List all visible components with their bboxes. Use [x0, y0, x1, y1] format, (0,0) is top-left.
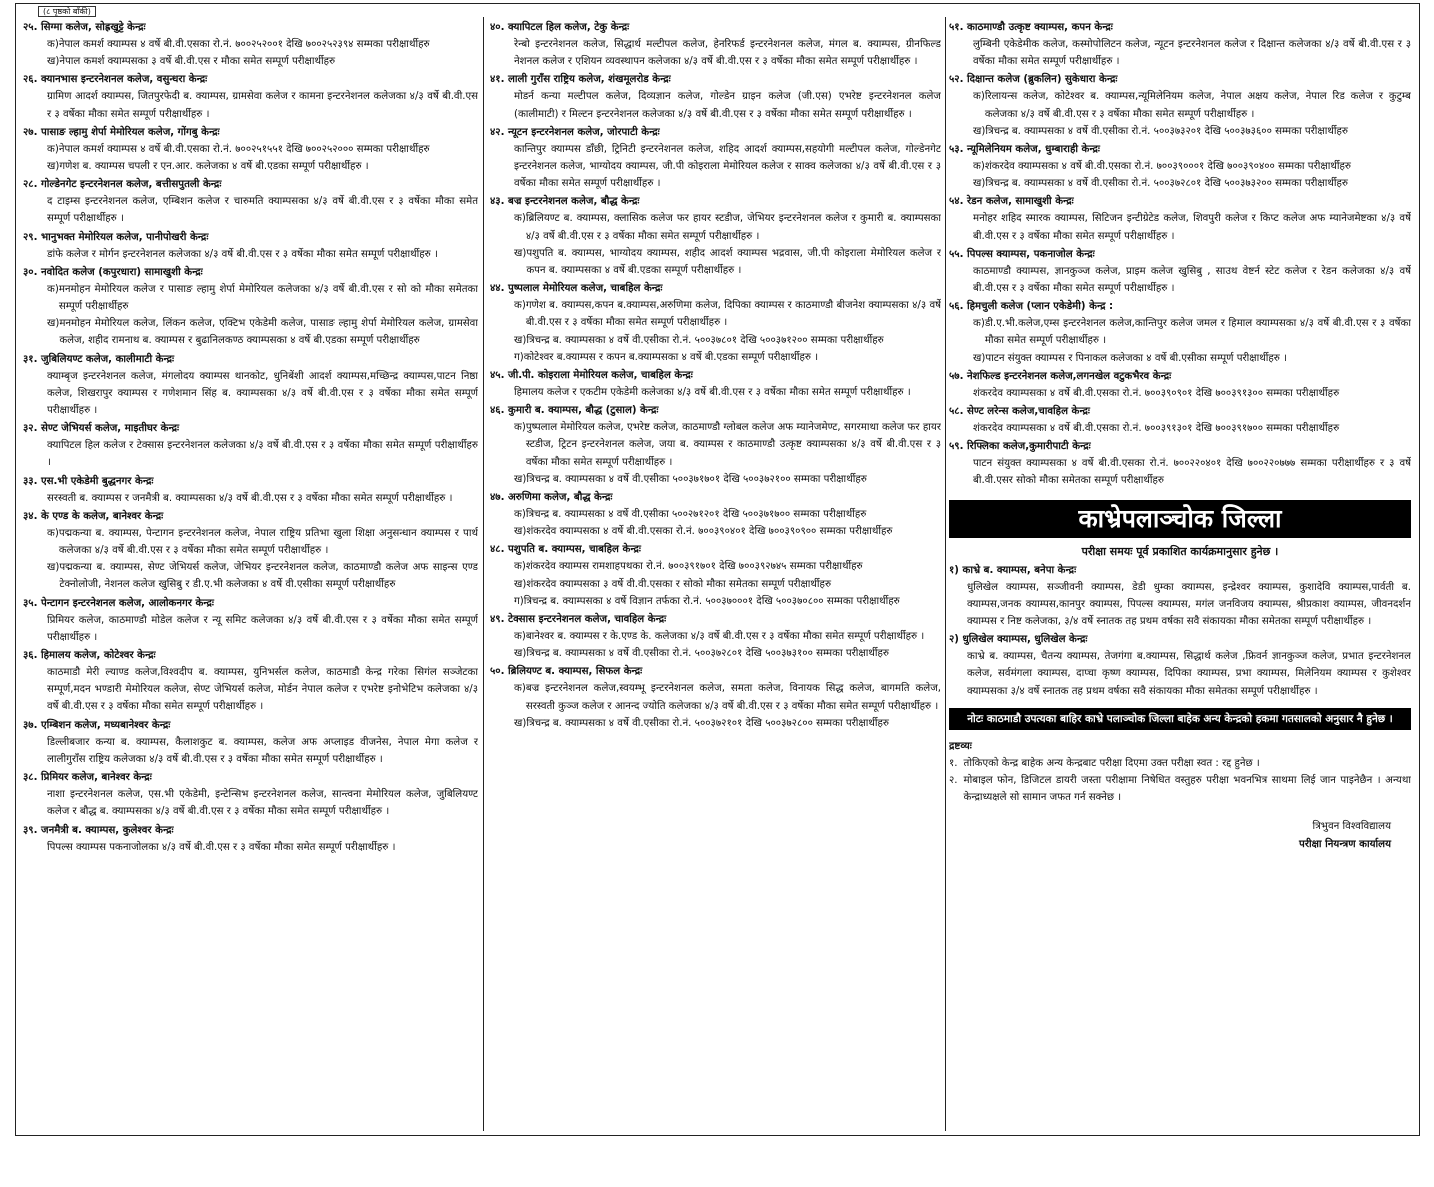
center-heading: ४९. टेक्सास इन्टरनेशनल कलेज, चावहिल केन्द्रः — [490, 614, 667, 626]
sub-item-label: ख) — [47, 161, 60, 173]
sub-item-text: त्रिचन्द्र ब. क्याम्पसका ४ वर्षे विज्ञान तर्फका रो.नं. ५००३७०००१ देखि ५००३७०८०० सम्मका परीक्षार्थीहरु — [523, 595, 900, 607]
center-section — [23, 769, 478, 820]
center-sub-item — [490, 628, 941, 645]
center-body: काठमाण्डौ क्याम्पस, ज्ञानकुञ्ज कलेज, प्राइम कलेज खुसिबु , साउथ वेष्टर्न स्टेट कलेज र रेडन कलेजका ४/३ वर्षे बी.वी.एस र ३ वर्षेका मौका समेत सम्पूर्ण परीक्षार्थीहरु । — [973, 265, 1411, 295]
sub-item-label: क) — [973, 318, 985, 330]
center-section — [23, 822, 478, 856]
sub-item-text: त्रिचन्द्र ब. क्याम्पसका ४ वर्षे वी.एसीका रो.नं. ५००३७२१०१ देखि ५००३७२८०० सम्मका परीक्षार्थीहरु — [526, 717, 890, 729]
note-box: नोटः काठमाडौ उपत्यका बाहिर काभ्रे पलाञ्चोक जिल्ला बाहेक अन्य केन्द्रको हकमा गतसालको अनुसार नै हुनेछ । — [949, 708, 1411, 730]
center-heading: ५७. नेशफिल्ड इन्टरनेशनल कलेज,लगनखेल वटुकभैरव केन्द्रः — [949, 370, 1172, 382]
center-section — [23, 420, 478, 471]
signature-university: त्रिभुवन विश्वविद्यालय — [1312, 821, 1391, 833]
notice-frame — [15, 3, 1420, 1136]
center-sub-item — [490, 210, 941, 244]
center-sub-item — [490, 506, 941, 523]
center-body: काठमाडौ मेरी ल्याण्ड कलेज,विश्वदीप ब. क्याम्पस, युनिभर्सल कलेज, काठमाडौ केन्द्र गरेका सिगंल सञ्जेटका सम्पूर्ण,मदन भण्डारी मेमोरियल कलेज, सेण्ट जेभियर्स कलेज, मोर्डन नेपाल कलेज र एभरेष्ट इनोभेटिभ कलेजका ४/३ वर्षे बी.वी.एस र ३ वर्षेका मौका समेत सम्पूर्ण परीक्षार्थीहरु । — [47, 667, 478, 713]
center-section — [23, 124, 478, 175]
guideline-text: मोबाइल फोन, डिजिटल डायरी जस्ता परीक्षामा निषेधित वस्तुहरु परीक्षा भवनभित्र साथमा लिई जान पाइनेछैन । अन्यथा केन्द्राध्यक्षले सो सामान जफत गर्न सक्नेछ । — [963, 775, 1411, 804]
exam-time-notice: परीक्षा समयः पूर्व प्रकाशित कार्यक्रमानुसार हुनेछ । — [1081, 544, 1279, 558]
sub-item-label: ग) — [514, 595, 524, 607]
center-section — [949, 193, 1411, 244]
center-heading: ५६. हिमचुली कलेज (प्लान एकेडेमी) केन्द्र : — [949, 301, 1114, 313]
center-heading: ५४. रेडन कलेज, सामाखुशी केन्द्रः — [949, 196, 1074, 208]
sub-item-label: ख) — [47, 56, 60, 68]
center-section — [949, 438, 1411, 489]
center-section — [23, 229, 478, 263]
center-sub-item — [23, 281, 478, 315]
sub-item-label: ख) — [514, 526, 527, 538]
center-sub-item — [949, 350, 1411, 367]
center-body: शंकरदेव क्याम्पसका ४ वर्षे बी.वी.एसका रो.नं. ७००३९१३०१ देखि ७००३९१७०० सम्मका परीक्षार्थीहरु — [973, 423, 1340, 435]
center-heading: ५२. दिक्षान्त कलेज (ब्रुकलिन) सुकेधारा केन्द्रः — [949, 74, 1118, 86]
center-heading: २९. भानुभक्त मेमोरियल कलेज, पानीपोखरी केन्द्रः — [23, 231, 209, 243]
center-section — [490, 663, 941, 732]
center-sub-item — [949, 175, 1411, 192]
guideline-item — [949, 772, 1411, 806]
center-section — [490, 367, 941, 401]
center-sub-item — [23, 53, 478, 70]
center-heading: ३६. हिमालय कलेज, कोटेश्वर केन्द्रः — [23, 650, 156, 662]
center-sub-item — [949, 315, 1411, 349]
center-section — [490, 124, 941, 193]
center-heading: ५०. ब्रिलियण्ट ब. क्याम्पस, सिफल केन्द्रः — [490, 666, 643, 678]
sub-item-label: क) — [514, 422, 526, 434]
center-sub-item — [490, 471, 941, 488]
center-section — [23, 717, 478, 768]
center-body: क्याम्बृज इन्टरनेशनल कलेज, मंगलोदय क्याम्पस थानकोट, धुनिबेंशी आदर्श क्याम्पस,मच्छिन्द्र क्याम्पस,पाटन निष्ठा कलेज, शिखरापुर क्याम्पस र गणेशमान सिंह ब. क्याम्पसका ४/३ वर्षे बी.वी.एस र ३ वर्षेका मौका समेत सम्पूर्ण परीक्षार्थीहरु । — [47, 370, 478, 417]
sub-item-text: मनमोहन मेमोरियल कलेज र पासाङ ल्हामु शेर्पा मेमोरियल कलेजका ४/३ वर्षे बी.वी.एस र सो को मौका समेतका सम्पूर्ण परीक्षार्थीहरु — [58, 283, 478, 313]
center-section — [949, 19, 1411, 70]
center-heading: ३०. नवोदित कलेज (कपुरधारा) सामाखुशी केन्द्रः — [23, 266, 203, 278]
center-section — [23, 19, 478, 70]
sub-item-label: क) — [514, 561, 526, 573]
sub-item-text: नेपाल कमर्श क्याम्पस ४ वर्षे बी.वी.एसका रो.नं. ७००२५१५५१ देखि ७००२५२००० सम्मका परीक्षार्थीहरु — [58, 143, 430, 155]
sub-item-label: क) — [47, 283, 59, 295]
sub-item-text: पशुपति ब. क्याम्पस, भाग्योदय क्याम्पस, शहीद आदर्श क्याम्पस भद्रवास, जी.पी कोइराला मेमोरियल कलेज र कपन ब. क्याम्पसका ४ वर्षे बी.एडका सम्पूर्ण परीक्षार्थीहरु । — [526, 247, 941, 277]
center-heading: ४६. कुमारी ब. क्याम्पस, बौद्ध (टुसाल) केन्द्रः — [490, 405, 659, 417]
center-heading: १) काभ्रे ब. क्याम्पस, बनेपा केन्द्रः — [949, 564, 1077, 576]
center-section — [23, 473, 478, 507]
center-sub-item — [490, 680, 941, 714]
center-heading: ४४. पुष्पलाल मेमोरियल कलेज, चाबहिल केन्द्रः — [490, 283, 663, 295]
sub-item-label: ख) — [973, 178, 986, 190]
sub-item-text: शंकरदेव क्याम्पसका ३ वर्षे वी.वी.एसका र सोको मौका समेतका सम्पूर्ण परीक्षार्थीहरु — [526, 578, 832, 590]
center-heading: २८. गोल्डेनगेट इन्टरनेशनल कलेज, बत्तीसपुतली केन्द्रः — [23, 179, 222, 191]
center-heading: ४२. न्यूटन इन्टरनेशनल कलेज, जोरपाटी केन्द्रः — [490, 126, 660, 138]
center-section — [490, 402, 941, 488]
center-heading: ५३. न्यूमिलेनियम कलेज, धुम्बाराही केन्द्रः — [949, 144, 1100, 156]
sub-item-text: पद्मकन्या ब. क्याम्पस, पेन्टागन इन्टरनेशनल कलेज, नेपाल राष्ट्रिय प्रतिभा खुला शिक्षा अनुसन्धान क्याम्पस र पार्थ कलेजका ४/३ वर्षे बी.वी.एस र ३ वर्षेका मौका समेत सम्पूर्ण परीक्षार्थीहरु । — [58, 527, 478, 557]
center-section — [490, 280, 941, 366]
signature-block — [949, 818, 1411, 854]
center-heading: २५. सिग्मा कलेज, सोह्रखुट्टे केन्द्रः — [23, 22, 146, 33]
sub-item-text: डी.ए.भी.कलेज,एम्स इन्टरनेशनल कलेज,कान्तिपुर कलेज जमल र हिमाल क्याम्पसका ४/३ वर्षे बी.वी.एस र ३ वर्षेका मौका समेत सम्पूर्ण परीक्षार्थीहरु । — [984, 318, 1411, 347]
center-heading: ४८. पशुपति ब. क्याम्पस, चाबहिल केन्द्रः — [490, 544, 641, 556]
center-sub-item — [949, 88, 1411, 122]
center-sub-item — [23, 36, 478, 53]
center-body: मोडर्न कन्या मल्टीपल कलेज, दिव्यज्ञान कलेज, गोल्डेन ग्राइन कलेज (जी.एस) एभरेष्ट इन्टरनेशनल कलेज (कालीमाटी) र मिल्टन इन्टरनेशनल कलेजका ४/३ वर्षे बी.वी.एस र ३ वर्षेका मौका समेत सम्पूर्ण परीक्षार्थीहरु । — [514, 91, 941, 120]
center-heading: २) धुलिखेल क्याम्पस, धुलिखेल केन्द्रः — [949, 634, 1088, 646]
column-2 — [490, 19, 941, 1131]
center-body: काभ्रे ब. क्याम्पस, चैतन्य क्याम्पस, तेजगंगा ब.क्याम्पस, सिद्धार्थ कलेज ,फ्रिवर्न ज्ञानकुञ्ज कलेज, प्रभात इन्टरनेशनल कलेज, सर्वमंगला क्याम्पस, दाप्चा कृष्ण क्याम्पस, दिपिका क्याम्पस, प्रभा क्याम्पस, मिलेनियम क्याम्पस र कुशेश्वर क्याम्पसका ३/४ वर्षे स्नातक तह प्रथम वर्षका सवै संकायका मौका समेतका सम्पूर्ण परीक्षार्थीहरु । — [967, 651, 1411, 697]
center-sub-item — [490, 349, 941, 366]
district-banner: काभ्रेपलाञ्चोक जिल्ला — [949, 500, 1411, 538]
sub-item-text: त्रिचन्द्र ब. क्याम्पसका ४ वर्षे वी.एसीका रो.नं. ५००३७३२०१ देखि ५००३७३६०० सम्मका परीक्षार्थीहरु — [985, 125, 1349, 137]
sub-item-label: ख) — [973, 352, 986, 364]
sub-item-label: क) — [973, 91, 985, 103]
center-sub-item — [23, 315, 478, 349]
center-heading: ५१. काठमाण्डौ उत्कृष्ट क्याम्पस, कपन केन्द्रः — [949, 22, 1113, 33]
center-sub-item — [949, 158, 1411, 175]
center-section — [949, 298, 1411, 367]
center-section — [490, 19, 941, 70]
center-sub-item — [490, 576, 941, 593]
sub-item-label: क) — [973, 161, 985, 173]
center-sub-item — [490, 297, 941, 331]
center-sub-item — [23, 559, 478, 593]
sub-item-label: क) — [514, 213, 526, 225]
center-section — [490, 71, 941, 122]
column-divider — [483, 17, 484, 1131]
center-body: मनोहर शहिद स्मारक क्याम्पस, सिटिजन इन्टीग्रेटेड कलेज, शिवपुरी कलेज र किप्ट कलेज अफ म्यानेजमेष्टका ४/३ वर्षे बी.वी.एस र ३ वर्षेका मौका समेत सम्पूर्ण परीक्षार्थीहरु । — [973, 213, 1411, 242]
center-heading: ३१. जुबिलियण्ट कलेज, कालीमाटी केन्द्रः — [23, 353, 175, 365]
center-heading: ३३. एस.भी एकेडेमी बुद्धनगर केन्द्रः — [23, 475, 154, 487]
sub-item-text: रिलायन्स कलेज, कोटेश्वर ब. क्याम्पस,न्यूमिलेनियम कलेज, नेपाल अक्षय कलेज, नेपाल रिड कलेज र कुटुम्ब कलेजका ४/३ वर्षे बी.वी.एस र ३ वर्षेका मौका समेत सम्पूर्ण परीक्षार्थीहरु । — [984, 91, 1411, 120]
column-1 — [23, 19, 478, 1131]
center-heading: ५८. सेण्ट लरेन्स कलेज,चावहिल केन्द्रः — [949, 406, 1090, 418]
sub-item-label: क) — [47, 527, 59, 539]
center-section — [23, 508, 478, 594]
center-section — [490, 489, 941, 540]
center-section — [949, 246, 1411, 297]
center-heading: ५९. रिफ्लिका कलेज,कुमारीपाटी केन्द्रः — [949, 441, 1091, 453]
sub-item-text: त्रिचन्द्र ब. क्याम्पसका ४ वर्षे वी.एसीका ५००२७१२०१ देखि ५००३७१७०० सम्मका परीक्षार्थीहरु — [525, 509, 867, 521]
center-sub-item — [23, 158, 478, 175]
center-section — [23, 351, 478, 420]
center-sub-item — [490, 645, 941, 662]
center-heading: ३२. सेण्ट जेभियर्स कलेज, माइतीघर केन्द्रः — [23, 423, 180, 435]
center-heading: ४०. क्यापिटल हिल कलेज, टेकु केन्द्रः — [490, 22, 630, 33]
column-divider — [945, 17, 946, 1131]
signature-office: परीक्षा नियन्त्रण कार्यालय — [1299, 839, 1391, 851]
sub-item-label: ख) — [514, 334, 527, 346]
sub-item-text: कोटेश्वर ब.क्याम्पस र कपन ब.क्याम्पसका ४ वर्षे बी.एडका सम्पूर्ण परीक्षार्थीहरु । — [523, 351, 819, 363]
center-body: पिपल्स क्याम्पस पकनाजोलका ४/३ वर्षे बी.वी.एस र ३ वर्षेका मौका समेत सम्पूर्ण परीक्षार्थीहरु । — [47, 841, 396, 853]
sub-item-label: ख) — [47, 562, 60, 574]
center-section — [23, 264, 478, 350]
sub-item-label: ख) — [47, 318, 60, 330]
center-section — [949, 403, 1411, 437]
center-sub-item — [490, 245, 941, 279]
sub-item-text: शंकरदेव क्याम्पस रामशाहपथका रो.नं. ७००३९१७०१ देखि ७००३९२७४५ सम्मका परीक्षार्थीहरु — [525, 561, 863, 573]
center-body: कान्तिपुर क्याम्पस डाँछी, ट्रिनिटी इन्टरनेशनल कलेज, शहिद आदर्श क्याम्पस,सहयोगी मल्टीपल कलेज, गोल्डेनगेट इन्टरनेशनल कलेज, भाग्योदय क्याम्पस, जी.पी कोइराला मेमोरियल कलेज र साक्व कलेजका ४/३ वर्षे बी.वी.एस र ३ वर्षेका मौका समेत सम्पूर्ण परीक्षार्थीहरु । — [514, 143, 941, 190]
sub-item-text: त्रिचन्द्र ब. क्याम्पसका ४ वर्षे वी.एसीका रो.नं. ५००३७८०१ देखि ५००३७१२०० सम्मका परीक्षार्थीहरु — [526, 334, 884, 346]
guideline-number: २. — [949, 775, 958, 787]
center-section — [23, 595, 478, 646]
center-sub-item — [490, 558, 941, 575]
column-3-centers — [949, 19, 1411, 490]
sub-item-text: शंकरदेव क्याम्पसका ४ वर्षे बी.वी.एसका रो.नं. ७००३९०००१ देखि ७००३९०४०० सम्मका परीक्षार्थीहरु — [984, 161, 1351, 173]
sub-item-text: मनमोहन मेमोरियल कलेज, लिंकन कलेज, एक्टिभ एकेडेमी कलेज, पासाङ ल्हामु शेर्पा मेमोरियल कलेज, ग्रामसेवा कलेज, शहीद रामनाथ ब. क्याम्पस र बुढानिलकण्ठ क्याम्पसका ४ वर्षे बी.एडका सम्पूर्ण परीक्षार्थीहरु — [59, 318, 478, 347]
sub-item-text: त्रिचन्द्र ब. क्याम्पसका ४ वर्षे वी.एसीका ५००३७१७०१ देखि ५००३७२१०० सम्मका परीक्षार्थीहरु — [526, 473, 867, 485]
center-body: प्रिमियर कलेज, काठमाण्डौ मोडेल कलेज र न्यू समिट कलेजका ४/३ वर्षे बी.वी.एस र ३ वर्षेका मौका समेत सम्पूर्ण परीक्षार्थीहरु । — [47, 614, 478, 643]
sub-item-text: गणेश ब. क्याम्पस चपली र एन.आर. कलेजका ४ वर्षे बी.एडका सम्पूर्ण परीक्षार्थीहरु । — [59, 161, 369, 173]
guideline-text: तोकिएको केन्द्र बाहेक अन्य केन्द्रबाट परीक्षा दिएमा उक्त परीक्षा स्वत : रद्द हुनेछ । — [963, 757, 1260, 769]
center-body: लुम्बिनी एकेडेमीक कलेज, कस्मोपोलिटन कलेज, न्यूटन इन्टरनेशनल कलेज र दिक्षान्त कलेजका ४/३ वर्षे बी.वी.एस र ३ वर्षेका मौका समेत सम्पूर्ण परीक्षार्थीहरु । — [973, 39, 1411, 68]
sub-item-label: ख) — [514, 648, 527, 660]
center-section — [949, 562, 1411, 631]
center-sub-item — [23, 141, 478, 158]
center-body: डांफे कलेज र मोर्गन इन्टरनेशनल कलेजका ४/३ वर्षे बी.वी.एस र ३ वर्षेका मौका समेत सम्पूर्ण परीक्षार्थीहरु । — [47, 248, 438, 260]
sub-item-text: नेपाल कमर्श क्याम्पस ४ वर्षे बी.वी.एसका रो.नं. ७००२५२००१ देखि ७००२५२३९४ सम्मका परीक्षार्थीहरु — [58, 39, 430, 50]
center-body: क्यापिटल हिल कलेज र टेक्सास इन्टरनेशनल कलेजका ४/३ वर्षे बी.वी.एस र ३ वर्षेका मौका समेत सम्पूर्ण परीक्षार्थीहरु । — [47, 440, 478, 469]
sub-item-label: ग) — [514, 351, 524, 363]
center-sub-item — [490, 715, 941, 732]
center-heading: २६. क्यानभास इन्टरनेशनल कलेज, वसुन्धरा केन्द्रः — [23, 74, 208, 86]
center-body: डिल्लीबजार कन्या ब. क्याम्पस, कैलाशकुट ब. क्याम्पस, कलेज अफ अप्लाइड वीजनेस, नेपाल मेगा कलेज र लालीगुराँस राष्ट्रिय कलेजका ४/३ वर्षे बी.वी.एस र ३ वर्षेका मौका समेत सम्पूर्ण परीक्षार्थीहरु । — [47, 736, 478, 765]
sub-item-text: शंकरदेव क्याम्पसका ४ वर्षे बी.वी.एसका रो.नं. ७००३९०४०१ देखि ७००३९०९०० सम्मका परीक्षार्थीहरु — [526, 526, 893, 538]
center-section — [949, 141, 1411, 192]
center-body: रेन्बो इन्टरनेशनल कलेज, सिद्धार्थ मल्टीपल कलेज, हेनरिफर्ड इन्टरनेशनल कलेज, मंगल ब. क्याम्पस, ग्रीनफिल्ड नेशनल कलेज र एशियन व्यवस्थापन कलेजका ४/३ वर्षे बी.वी.एस र ३ वर्षेका मौका समेत सम्पूर्ण परीक्षार्थीहरु । — [514, 39, 941, 68]
sub-item-label: क) — [514, 509, 526, 521]
center-section — [490, 541, 941, 610]
center-heading: ४३. बज्र इन्टरनेशनल कलेज, बौद्ध केन्द्रः — [490, 196, 640, 208]
center-section — [949, 71, 1411, 140]
center-section — [23, 647, 478, 716]
center-section — [23, 176, 478, 227]
sub-item-label: क) — [514, 631, 526, 643]
sub-item-label: ख) — [514, 578, 527, 590]
guideline-item — [949, 755, 1411, 772]
guidelines-title: द्रष्टव्यः — [949, 740, 972, 752]
sub-item-text: त्रिचन्द्र ब. क्याम्पसका ४ वर्षे वी.एसीका रो.नं. ५००३७२८०१ देखि ५००३७३१०० सम्मका परीक्षार्थीहरु — [526, 648, 890, 660]
center-section — [949, 631, 1411, 700]
center-body: द टाइम्स इन्टरनेशनल कलेज, एम्बिशन कलेज र चारुमति क्याम्पसका ४/३ वर्षे बी.वी.एस र ३ वर्षेका मौका समेत सम्पूर्ण परीक्षार्थीहरु । — [47, 196, 478, 225]
sub-item-text: पाटन संयुक्त क्याम्पस र पिनाकल कलेजका ४ वर्षे बी.एसीका सम्पूर्ण परीक्षार्थीहरु । — [985, 352, 1287, 364]
guideline-number: १. — [949, 757, 958, 769]
center-heading: ३७. एम्बिशन कलेज, मध्यबानेश्वर केन्द्रः — [23, 719, 171, 731]
sub-item-label: ख) — [514, 473, 527, 485]
guidelines — [949, 738, 1411, 807]
sub-item-label: क) — [47, 39, 59, 50]
page-continuation-tag: (८ पृष्ठको बाँकी) — [38, 6, 96, 17]
sub-item-label: क) — [514, 300, 526, 312]
center-section — [949, 368, 1411, 402]
center-heading: २७. पासाङ ल्हामु शेर्पा मेमोरियल कलेज, गोंगबु केन्द्रः — [23, 126, 220, 138]
sub-item-label: ख) — [973, 125, 986, 137]
center-section — [490, 193, 941, 279]
center-section — [490, 611, 941, 662]
sub-item-text: बानेश्वर ब. क्याम्पस र के.एण्ड के. कलेजका ४/३ वर्षे बी.वी.एस र ३ वर्षेका मौका समेत सम्पूर्ण परीक्षार्थीहरु । — [525, 631, 925, 643]
center-sub-item — [490, 332, 941, 349]
center-body: सरस्वती ब. क्याम्पस र जनमैत्री ब. क्याम्पसका ४/३ वर्षे बी.वी.एस र ३ वर्षेका मौका समेत सम्पूर्ण परीक्षार्थीहरु । — [47, 492, 453, 504]
center-heading: ४१. लाली गुराँस राष्ट्रिय कलेज, शंखमूलरोड केन्द्रः — [490, 74, 671, 86]
center-heading: ४७. अरुणिमा कलेज, बौद्ध केन्द्रः — [490, 492, 613, 504]
center-heading: ३९. जनमैत्री ब. क्याम्पस, कुलेश्वर केन्द्रः — [23, 824, 174, 836]
center-section — [23, 71, 478, 122]
center-body: पाटन संयुक्त क्याम्पसका ४ वर्षे बी.वी.एसका रो.नं. ७००२२०४०१ देखि ७००२२०७७७ सम्मका परीक्षार्थीहरु र ३ वर्षे बी.वी.एसर सोको मौका समेतका सम्पूर्ण परीक्षार्थीहरु — [973, 458, 1411, 487]
sub-item-text: गणेश ब. क्याम्पस,कपन ब.क्याम्पस,अरुणिमा कलेज, दिपिका क्याम्पस र काठमाण्डौ बीजनेश क्याम्पसका ४/३ वर्षे बी.वी.एस र ३ वर्षेका मौका समेत सम्पूर्ण परीक्षार्थीहरु । — [525, 300, 941, 329]
center-heading: ३८. प्रिमियर कलेज, बानेश्वर केन्द्रः — [23, 772, 152, 784]
sub-item-text: नेपाल कमर्श क्याम्पसका ३ वर्षे बी.वी.एस र मौका समेत सम्पूर्ण परीक्षार्थीहरु — [59, 56, 336, 68]
center-body: धुलिखेल क्याम्पस, सञ्जीवनी क्याम्पस, डेडी धुम्का क्याम्पस, इन्द्रेश्वर क्याम्पस, कुशादेवि क्याम्पस,पार्वती ब. क्याम्पस,जनक क्याम्पस,कानपुर क्याम्पस, पिपल्स क्याम्पस, मगंल जनविजय क्याम्पस, श्रीप्रकाश क्याम्पस, जीवनदर्शन क्याम्पस र निष्ट कलेजका, ३/४ वर्षे स्नातक तह प्रथम वर्षका सवै संकायका मौका समेतका सम्पूर्ण परीक्षार्थीहरु । — [967, 581, 1411, 628]
center-heading: ३४. के एण्ड के कलेज, बानेश्वर केन्द्रः — [23, 510, 164, 522]
center-heading: ४५. जी.पी. कोइराला मेमोरियल कलेज, चाबहिल केन्द्रः — [490, 370, 693, 382]
center-heading: ५५. पिपल्स क्याम्पस, पकनाजोल केन्द्रः — [949, 248, 1095, 260]
center-sub-item — [949, 123, 1411, 140]
sub-item-text: त्रिचन्द्र ब. क्याम्पसका ४ वर्षे वी.एसीका रो.नं. ५००३७२८०१ देखि ५००३७३२०० सम्मका परीक्षार्थीहरु — [985, 178, 1349, 190]
guidelines-list — [949, 755, 1411, 807]
sub-item-label: क) — [47, 143, 59, 155]
sub-item-label: क) — [514, 683, 526, 695]
district-centers — [949, 562, 1411, 700]
sub-item-text: ब्रिलियण्ट ब. क्याम्पस, क्लासिक कलेज फर हायर स्टडीज, जेभियर इन्टरनेशनल कलेज र कुमारी ब. क्याम्पसका ४/३ वर्षे बी.वी.एस र ३ वर्षेका मौका समेत सम्पूर्ण परीक्षार्थीहरु । — [525, 213, 941, 242]
center-body: ग्रामिण आदर्श क्याम्पस, जितपुरफेदी ब. क्याम्पस, ग्रामसेवा कलेज र कामना इन्टरनेशनल कलेजका ४/३ वर्षे बी.वी.एस र ३ वर्षेका मौका समेत सम्पूर्ण परीक्षार्थीहरु । — [47, 91, 478, 120]
center-body: हिमालय कलेज र एकटीम एकेडेमी कलेजका ४/३ वर्षे बी.वी.एस र ३ वर्षेका मौका समेत सम्पूर्ण परीक्षार्थीहरु । — [514, 387, 911, 399]
sub-item-text: बज्र इन्टरनेशनल कलेज,स्वयम्भू इन्टरनेशनल कलेज, समता कलेज, विनायक सिद्ध कलेज, बागमति कलेज, सरस्वती कुञ्ज कलेज र आनन्द ज्योति कलेजका ४/३ वर्षे बी.वी.एस र ३ वर्षेका मौका समेत सम्पूर्ण परीक्षार्थीहरु । — [525, 683, 941, 712]
center-sub-item — [490, 593, 941, 610]
column-3 — [949, 19, 1411, 1131]
center-sub-item — [490, 523, 941, 540]
sub-item-label: ख) — [514, 247, 527, 259]
sub-item-text: पद्मकन्या ब. क्याम्पस, सेण्ट जेभियर्स कलेज, जेभियर इन्टरनेशनल कलेज, काठमाण्डौ कलेज अफ साइन्स एण्ड टेक्नोलोजी, नेशनल कलेज खुसिबु र डी.ए.भी कलेजका ४ वर्षे वी.एसीका सम्पूर्ण परीक्षार्थीहरु — [59, 562, 478, 591]
center-body: नाशा इन्टरनेशनल कलेज, एस.भी एकेडेमी, इन्टेन्सिभ इन्टरनेशनल कलेज, सान्त्वना मेमोरियल कलेज, जुबिलियण्ट कलेज र बौद्ध ब. क्याम्पसका ४/३ वर्षे बी.वी.एस र ३ वर्षेका मौका समेत सम्पूर्ण परीक्षार्थीहरु । — [47, 789, 478, 818]
sub-item-label: ख) — [514, 717, 527, 729]
center-heading: ३५. पेन्टागन इन्टरनेशनल कलेज, आलोकनगर केन्द्रः — [23, 597, 214, 609]
sub-item-text: पुष्पलाल मेमोरियल कलेज, एभरेष्ट कलेज, काठमाण्डौ ग्लोबल कलेज अफ म्यानेजमेण्ट, सगरमाथा कलेज फर हायर स्टडीज, ट्रिटन इन्टरनेशनल कलेज, जया ब. क्याम्पस र काठमाण्डौ उत्कृष्ट क्याम्पसका ४/३ वर्षे बी.वी.एस र ३ वर्षेका मौका समेत सम्पूर्ण परीक्षार्थीहरु । — [525, 422, 941, 468]
center-sub-item — [23, 525, 478, 559]
center-sub-item — [490, 419, 941, 471]
center-body: शंकरदेव क्याम्पसका ४ वर्षे बी.वी.एसका रो.नं. ७००३९०९०१ देखि ७००३९१३०० सम्मका परीक्षार्थीहरु — [973, 387, 1340, 399]
